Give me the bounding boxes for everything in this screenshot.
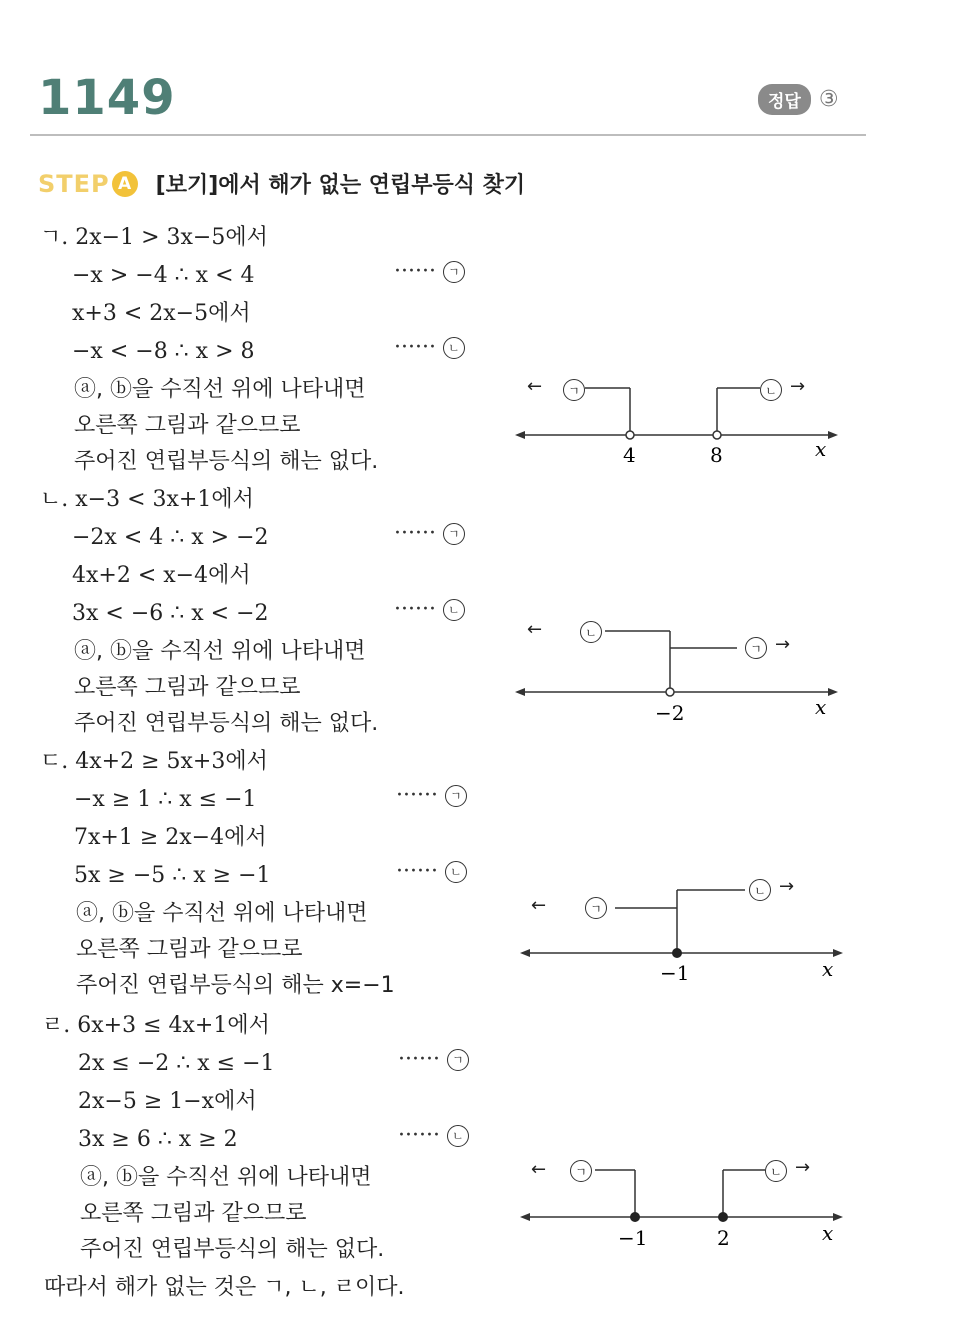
- section-line: ⓐ, ⓑ을 수직선 위에 나타내면: [74, 377, 366, 402]
- step-heading: [38, 168, 525, 199]
- section-line: 2x−5 ≥ 1−x에서: [78, 1089, 257, 1114]
- circled-b-mark: ㄴ: [443, 599, 465, 621]
- section-line: 오른쪽 그림과 같으므로: [76, 937, 303, 962]
- circled-a-mark: ㄱ: [443, 261, 465, 283]
- section-line: ㄷ. 4x+2 ≥ 5x+3에서: [40, 749, 268, 774]
- section-line: −x < −8 ∴ x > 8: [72, 339, 255, 364]
- tick-label: −1: [660, 961, 690, 985]
- section-line: ⓐ, ⓑ을 수직선 위에 나타내면: [80, 1165, 372, 1190]
- section-line: ⓐ, ⓑ을 수직선 위에 나타내면: [74, 639, 366, 664]
- dots: ······: [394, 521, 436, 546]
- circled-a-mark: ㄱ: [585, 897, 607, 919]
- dots: ······: [394, 597, 436, 622]
- section-line: ㄱ. 2x−1 > 3x−5에서: [40, 225, 268, 250]
- axis-label: x: [815, 437, 827, 461]
- section-line: 오른쪽 그림과 같으므로: [74, 413, 301, 438]
- circled-b-mark: ㄴ: [445, 861, 467, 883]
- circled-a-mark: ㄱ: [563, 379, 585, 401]
- tick-label: 8: [710, 443, 723, 467]
- number-line-3: [520, 876, 850, 986]
- answer-box: [758, 84, 839, 115]
- section-line: 4x+2 < x−4에서: [72, 563, 251, 588]
- header-divider: [30, 134, 866, 136]
- circled-b-mark: ㄴ: [749, 879, 771, 901]
- step-label: STEP: [38, 169, 110, 198]
- circled-a-mark: ㄱ: [570, 1160, 592, 1182]
- section-line: 3x < −6 ∴ x < −2: [72, 601, 269, 626]
- section-line: x+3 < 2x−5에서: [72, 301, 251, 326]
- circled-a-mark: ㄱ: [447, 1049, 469, 1071]
- section-line: 주어진 연립부등식의 해는 없다.: [74, 711, 379, 736]
- section-line: 2x ≤ −2 ∴ x ≤ −1: [78, 1051, 275, 1076]
- circled-b-mark: ㄴ: [760, 379, 782, 401]
- tick-label: 2: [717, 1226, 730, 1250]
- step-letter-badge: A: [112, 171, 138, 197]
- dots: ······: [396, 859, 438, 884]
- dots: ······: [398, 1047, 440, 1072]
- section-line: 7x+1 ≥ 2x−4에서: [74, 825, 267, 850]
- dots: ······: [394, 259, 436, 284]
- axis-label: x: [822, 957, 834, 981]
- section-line: 주어진 연립부등식의 해는 없다.: [80, 1237, 385, 1262]
- problem-number: 1149: [38, 70, 176, 126]
- tick-label: −1: [618, 1226, 648, 1250]
- section-line: 오른쪽 그림과 같으므로: [80, 1201, 307, 1226]
- conclusion-text: 따라서 해가 없는 것은 ㄱ, ㄴ, ㄹ이다.: [44, 1275, 405, 1300]
- step-title: [보기]에서 해가 없는 연립부등식 찾기: [155, 173, 526, 198]
- section-line: 주어진 연립부등식의 해는 x=−1: [76, 973, 395, 998]
- circled-b-mark: ㄴ: [447, 1125, 469, 1147]
- dots: ······: [398, 1123, 440, 1148]
- section-line: −2x < 4 ∴ x > −2: [72, 525, 269, 550]
- circled-b-mark: ㄴ: [765, 1160, 787, 1182]
- section-line: 3x ≥ 6 ∴ x ≥ 2: [78, 1127, 238, 1152]
- circled-b-mark: ㄴ: [580, 621, 602, 643]
- circled-a-mark: ㄱ: [445, 785, 467, 807]
- circled-a-mark: ㄱ: [745, 637, 767, 659]
- circled-a-mark: ㄱ: [443, 523, 465, 545]
- answer-badge: 정답: [758, 84, 811, 115]
- section-line: ㄹ. 6x+3 ≤ 4x+1에서: [42, 1013, 270, 1038]
- circled-b-mark: ㄴ: [443, 337, 465, 359]
- section-line: −x > −4 ∴ x < 4: [72, 263, 255, 288]
- section-line: 5x ≥ −5 ∴ x ≥ −1: [74, 863, 271, 888]
- section-line: ㄴ. x−3 < 3x+1에서: [40, 487, 254, 512]
- axis-label: x: [822, 1221, 834, 1245]
- section-line: ⓐ, ⓑ을 수직선 위에 나타내면: [76, 901, 368, 926]
- section-line: −x ≥ 1 ∴ x ≤ −1: [74, 787, 257, 812]
- answer-value: ③: [818, 87, 839, 112]
- dots: ······: [396, 783, 438, 808]
- section-line: 오른쪽 그림과 같으므로: [74, 675, 301, 700]
- axis-label: x: [815, 695, 827, 719]
- tick-label: 4: [623, 443, 636, 467]
- section-line: 주어진 연립부등식의 해는 없다.: [74, 449, 379, 474]
- tick-label: −2: [655, 701, 685, 725]
- number-line-2: [515, 620, 845, 730]
- dots: ······: [394, 335, 436, 360]
